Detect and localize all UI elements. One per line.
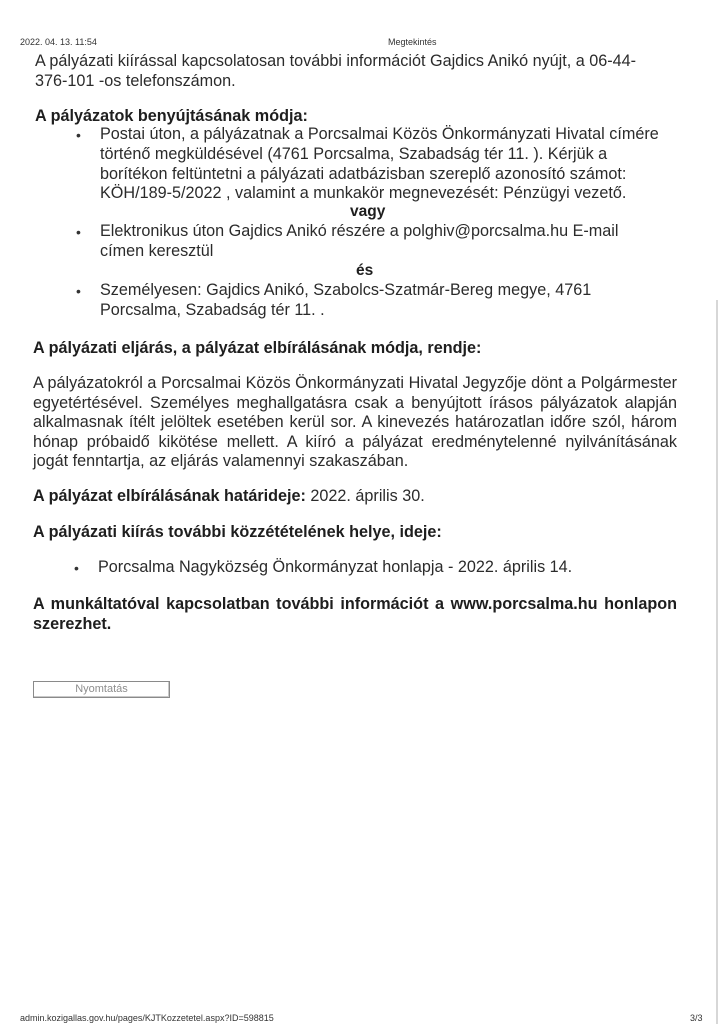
submission-item-personal bbox=[100, 281, 700, 321]
footer-page-number: 3/3 bbox=[690, 1013, 703, 1023]
procedure-paragraph: A pályázatokról a Porcsalmai Közös Önkormányzati Hivatal Jegyzője dönt a Polgármester egyetértésével. Személyes meghallgatásra csak a benyújtott írásos pályázatok alapján alkalmasnak ítélt jelöltek esetében kerül sor. A kinevezés határozatlan időre szól, három hónap próbaidő kikötése mellett. A kiíró a pályázat eredménytelenné nyilvánításának jogát fenntartja, az eljárás valamennyi szakaszában. bbox=[33, 374, 677, 471]
postal-line-1: Postai úton, a pályázatnak a Porcsalmai Közös Önkormányzati Hivatal címére bbox=[100, 125, 659, 143]
bullet-icon: • bbox=[76, 127, 81, 143]
procedure-heading: A pályázati eljárás, a pályázat elbírálásának módja, rendje: bbox=[33, 339, 482, 357]
print-timestamp: 2022. 04. 13. 11:54 bbox=[20, 37, 97, 47]
deadline-line bbox=[33, 487, 425, 507]
personal-line-2: Porcsalma, Szabadság tér 11. . bbox=[100, 300, 325, 319]
submission-item-electronic bbox=[100, 222, 700, 262]
print-button[interactable]: Nyomtatás bbox=[33, 681, 170, 698]
publication-item: Porcsalma Nagyközség Önkormányzat honlapja - 2022. április 14. bbox=[98, 558, 573, 576]
bullet-icon: • bbox=[74, 560, 79, 576]
submission-item-postal bbox=[100, 125, 700, 204]
employer-info-paragraph: A munkáltatóval kapcsolatban további információt a www.porcsalma.hu honlapon szerezhet. bbox=[33, 595, 677, 633]
bullet-icon: • bbox=[76, 224, 81, 240]
page-header-title: Megtekintés bbox=[388, 37, 437, 47]
postal-line-4: KÖH/189-5/2022 , valamint a munkakör megnevezését: Pénzügyi vezető. bbox=[100, 184, 627, 203]
electronic-line-2: címen keresztül bbox=[100, 241, 214, 260]
submission-heading: A pályázatok benyújtásának módja: bbox=[35, 107, 308, 125]
personal-line-1: Személyesen: Gajdics Anikó, Szabolcs-Szatmár-Bereg megye, 4761 bbox=[100, 281, 592, 299]
page-edge-divider bbox=[716, 300, 718, 1024]
footer-url: admin.kozigallas.gov.hu/pages/KJTKozzetetel.aspx?ID=598815 bbox=[20, 1013, 274, 1023]
separator-and: és bbox=[356, 262, 374, 279]
contact-line-1: A pályázati kiírással kapcsolatosan további információt Gajdics Anikó nyújt, a 06-44- bbox=[35, 52, 637, 70]
separator-or: vagy bbox=[350, 203, 386, 220]
postal-line-3: borítékon feltüntetni a pályázati adatbázisban szereplő azonosító számot: bbox=[100, 164, 627, 183]
contact-paragraph bbox=[35, 52, 685, 92]
deadline-label: A pályázat elbírálásának határideje: bbox=[33, 487, 306, 505]
electronic-line-1: Elektronikus úton Gajdics Anikó részére a polghiv@porcsalma.hu E-mail bbox=[100, 222, 619, 240]
postal-line-2: történő megküldésével (4761 Porcsalma, Szabadság tér 11. ). Kérjük a bbox=[100, 144, 608, 163]
publication-heading: A pályázati kiírás további közzétételének helye, ideje: bbox=[33, 523, 442, 541]
bullet-icon: • bbox=[76, 283, 81, 299]
deadline-value: 2022. április 30. bbox=[305, 487, 425, 505]
contact-line-2: 376-101 -os telefonszámon. bbox=[35, 71, 236, 90]
